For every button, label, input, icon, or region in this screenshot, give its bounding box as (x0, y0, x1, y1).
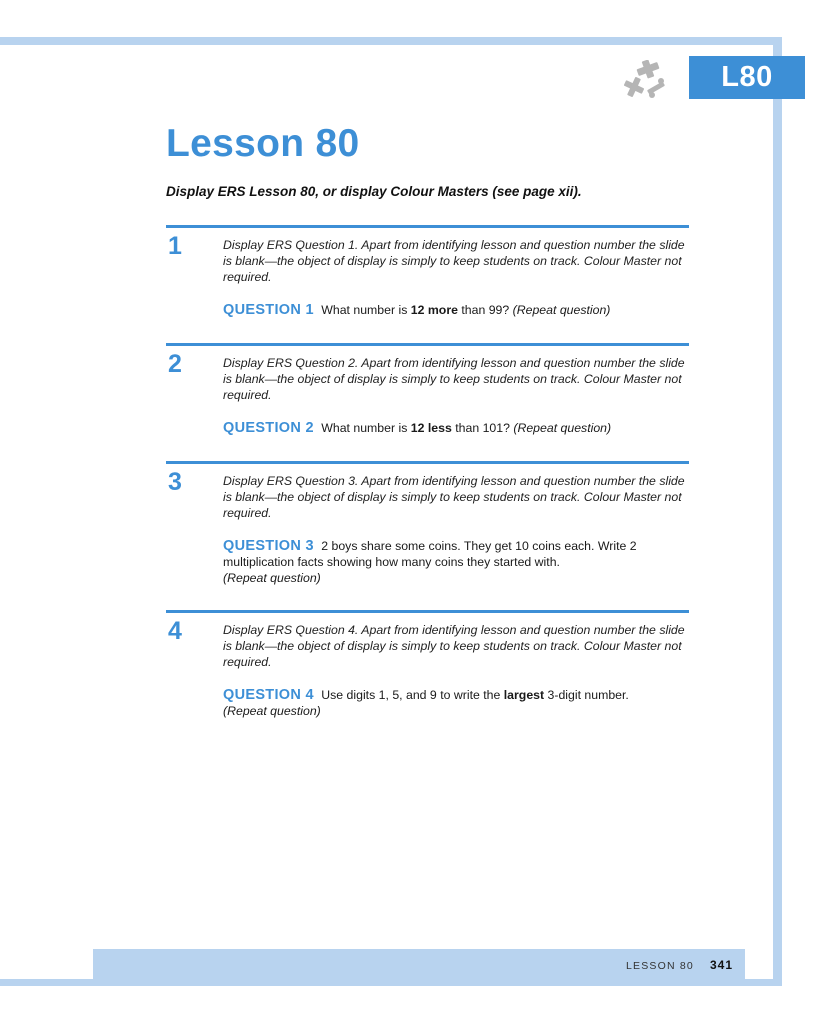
question-text: 3-digit number. (544, 688, 629, 702)
question-label: QUESTION 4 (223, 687, 314, 703)
math-operations-icon (623, 60, 669, 100)
section-2 (166, 343, 689, 436)
question-emphasis: largest (503, 688, 545, 702)
question-text: than 101? (451, 421, 514, 435)
question-text: 2 boys share some coins. They get 10 coins each. Write 2 multiplication facts showing how many coins they started with. (223, 539, 637, 569)
question-emphasis: 12 more (410, 303, 458, 317)
question-label: QUESTION 2 (223, 420, 314, 436)
section-number: 1 (168, 232, 182, 260)
footer-lesson-label: LESSON 80 (625, 960, 694, 972)
repeat-note: (Repeat question) (513, 421, 612, 435)
question-label: QUESTION 3 (223, 538, 314, 554)
lesson-tab (689, 56, 805, 99)
repeat-note: (Repeat question) (512, 303, 611, 317)
section-instruction: Display ERS Question 1. Apart from identifying lesson and question number the slide is blank—the object of display is simply to keep students on track. Colour Master not required. (223, 238, 685, 284)
page-footer (93, 949, 745, 980)
lesson-tab-label: L80 (721, 61, 773, 93)
repeat-note: (Repeat question) (223, 571, 321, 585)
question-text: Use digits 1, 5, and 9 to write the (321, 688, 504, 702)
section-instruction: Display ERS Question 4. Apart from identifying lesson and question number the slide is blank—the object of display is simply to keep students on track. Colour Master not required. (223, 623, 685, 669)
page-frame-right (773, 37, 782, 986)
question (223, 687, 689, 719)
section-3 (166, 461, 689, 586)
section-instruction: Display ERS Question 3. Apart from identifying lesson and question number the slide is blank—the object of display is simply to keep students on track. Colour Master not required. (223, 474, 685, 520)
question (223, 538, 689, 586)
section-4 (166, 610, 689, 719)
page-subtitle: Display ERS Lesson 80, or display Colour Masters (see page xii). (166, 184, 582, 199)
section-instruction: Display ERS Question 2. Apart from identifying lesson and question number the slide is blank—the object of display is simply to keep students on track. Colour Master not required. (223, 356, 685, 402)
question (223, 420, 689, 436)
question (223, 302, 689, 318)
question-text: What number is (321, 303, 411, 317)
repeat-note: (Repeat question) (223, 704, 321, 718)
question-label: QUESTION 1 (223, 302, 314, 318)
section-1 (166, 225, 689, 318)
question-emphasis: 12 less (410, 421, 452, 435)
question-text: than 99? (457, 303, 513, 317)
page-frame-top (0, 37, 782, 45)
section-number: 4 (168, 617, 182, 645)
section-number: 2 (168, 350, 182, 378)
question-text: What number is (321, 421, 411, 435)
page-frame-bottom (0, 979, 782, 986)
page-title: Lesson 80 (166, 122, 360, 165)
section-number: 3 (168, 468, 182, 496)
page-number: 341 (709, 958, 733, 972)
